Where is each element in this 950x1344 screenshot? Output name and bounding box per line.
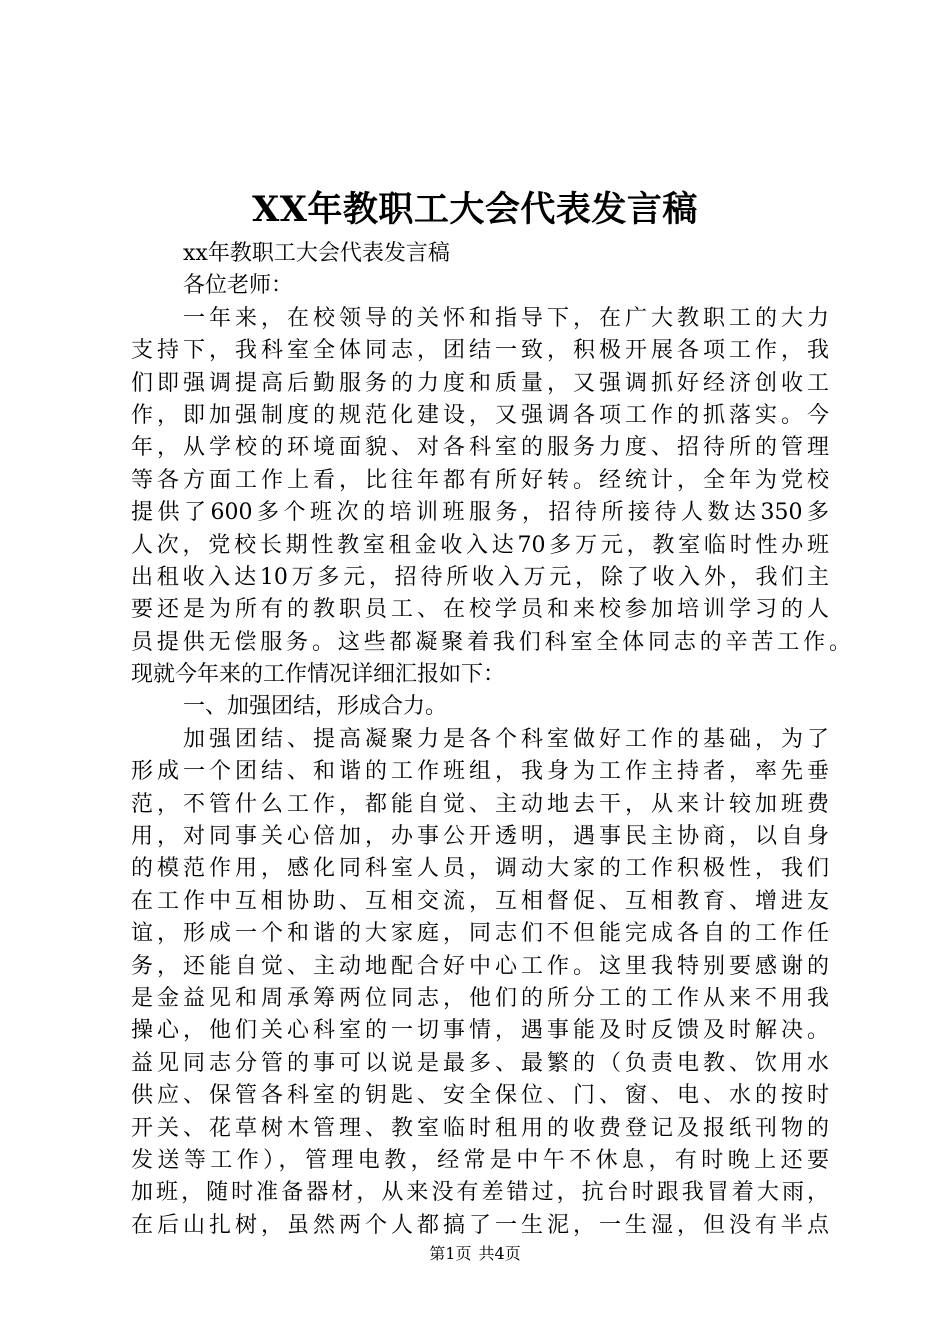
body-line: 是金益见和周承筹两位同志，他们的所分工的工作从来不用我 [131, 985, 829, 1011]
section-heading: 一、加强团结，形成合力。 [183, 694, 448, 720]
body-line: 支持下，我科室全体同志，团结一致，积极开展各项工作，我 [131, 338, 829, 364]
body-line: 供应、保管各科室的钥匙、安全保位、门、窗、电、水的按时 [131, 1083, 829, 1109]
body-line: 们即强调提高后勤服务的力度和质量，又强调抓好经济创收工 [131, 370, 829, 396]
body-line: 用，对同事关心倍加，办事公开透明，遇事民主协商，以自身 [131, 824, 829, 850]
body-line: 开关、花草树木管理、教室临时租用的收费登记及报纸刊物的 [131, 1115, 829, 1141]
body-line: 等各方面工作上看，比往年都有所好转。经统计，全年为党校 [131, 467, 829, 493]
body-line: 人次，党校长期性教室租金收入达70多万元，教室临时性办班 [131, 532, 829, 558]
body-line: 在后山扎树，虽然两个人都搞了一生泥，一生湿，但没有半点 [131, 1212, 829, 1238]
body-line: 务，还能自觉、主动地配合好中心工作。这里我特别要感谢的 [131, 953, 829, 979]
body-line: 范，不管什么工作，都能自觉、主动地去干，从来计较加班费 [131, 791, 829, 817]
body-line-salutation: 各位老师： [183, 273, 294, 299]
body-line: 一年来，在校领导的关怀和指导下，在广大教职工的大力 [183, 305, 829, 331]
body-line: 形成一个团结、和谐的工作班组，我身为工作主持者，率先垂 [131, 759, 829, 785]
body-line: 发送等工作），管理电教，经常是中午不休息，有时晚上还要 [131, 1147, 829, 1173]
body-line: 现就今年来的工作情况详细汇报如下： [131, 662, 506, 688]
body-line: 谊，形成一个和谐的大家庭，同志们不但能完成各自的工作任 [131, 921, 829, 947]
body-line: 要还是为所有的教职员工、在校学员和来校参加培训学习的人 [131, 597, 829, 623]
body-line: 出租收入达10万多元，招待所收入万元，除了收入外，我们主 [131, 564, 829, 590]
document-title: XX年教职工大会代表发言稿 [252, 189, 698, 230]
body-line: 操心，他们关心科室的一切事情，遇事能及时反馈及时解决。 [131, 1018, 829, 1044]
body-line: 员提供无偿服务。这些都凝聚着我们科室全体同志的辛苦工作。 [131, 629, 851, 655]
document-body [131, 238, 851, 1242]
body-line: 的模范作用，感化同科室人员，调动大家的工作积极性，我们 [131, 856, 829, 882]
body-line: 加班，随时准备器材，从来没有差错过，抗台时跟我冒着大雨， [131, 1180, 829, 1206]
body-line-subtitle: xx年教职工大会代表发言稿 [183, 241, 450, 266]
body-line: 在工作中互相协助、互相交流，互相督促、互相教育、增进友 [131, 888, 829, 914]
body-line: 作，即加强制度的规范化建设，又强调各项工作的抓落实。今 [131, 402, 829, 428]
body-line: 提供了600多个班次的培训班服务，招待所接待人数达350多 [131, 500, 829, 526]
body-line: 益见同志分管的事可以说是最多、最繁的（负责电教、饮用水 [131, 1050, 829, 1076]
body-line: 年，从学校的环境面貌、对各科室的服务力度、招待所的管理 [131, 435, 829, 461]
body-line: 加强团结、提高凝聚力是各个科室做好工作的基础，为了 [183, 726, 829, 752]
page-footer: 第1页 共4页 [429, 1244, 521, 1263]
